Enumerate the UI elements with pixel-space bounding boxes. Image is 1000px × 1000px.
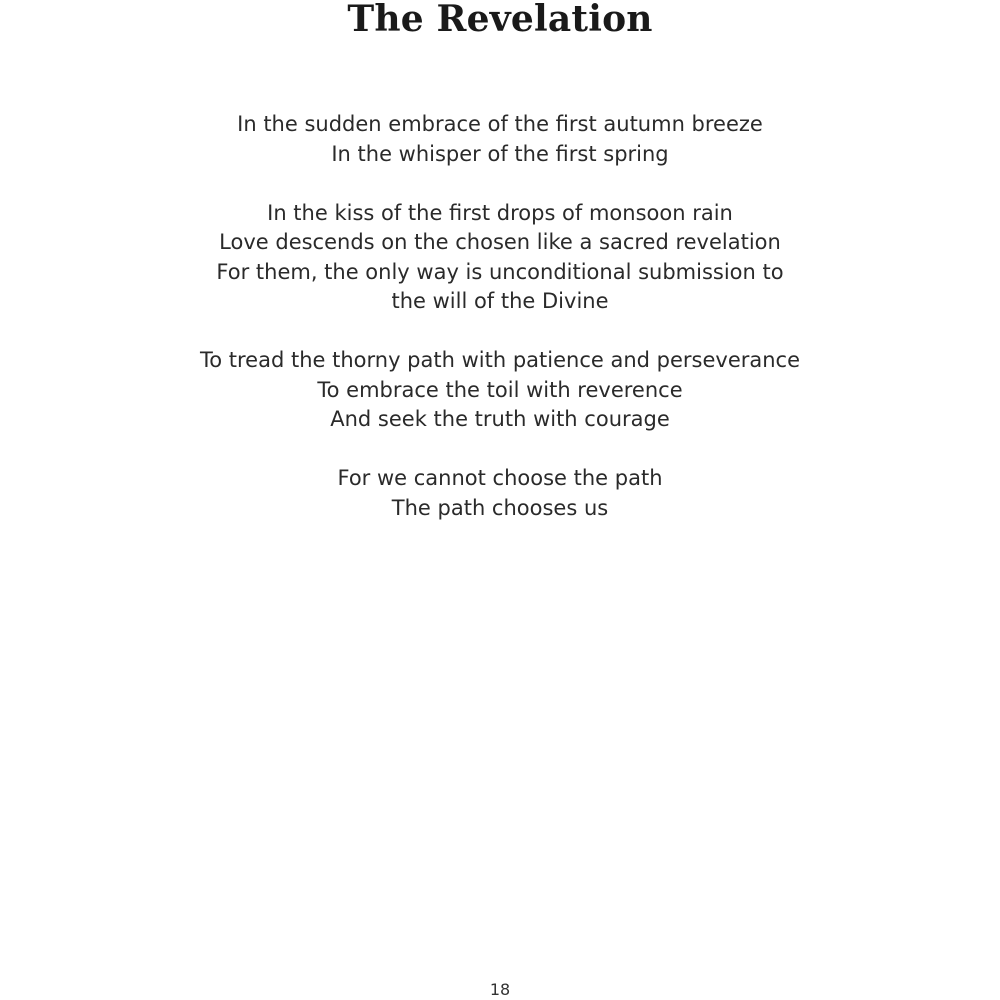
poem-line: To embrace the toil with reverence <box>317 377 683 402</box>
poem-line: In the kiss of the first drops of monsoon rain <box>267 200 733 225</box>
poem-line: In the whisper of the first spring <box>331 141 669 166</box>
poem-line: To tread the thorny path with patience and perseverance <box>199 348 801 372</box>
poem-line: For them, the only way is unconditional submission to <box>216 259 784 284</box>
stanza <box>0 110 1000 169</box>
poem-line: And seek the truth with courage <box>330 407 670 431</box>
poem-line: Love descends on the chosen like a sacred revelation <box>219 230 781 254</box>
stanza <box>0 464 1000 523</box>
poem-line: The path chooses us <box>391 495 609 520</box>
stanza <box>0 346 1000 435</box>
poem-title: The Revelation <box>347 0 653 40</box>
poem-line: For we cannot choose the path <box>337 466 663 490</box>
poem-body <box>0 110 1000 553</box>
poem-line: In the sudden embrace of the first autumn breeze <box>237 112 763 136</box>
stanza <box>0 199 1000 317</box>
poem-line: the will of the Divine <box>391 289 609 313</box>
page-number: 18 <box>489 980 511 999</box>
